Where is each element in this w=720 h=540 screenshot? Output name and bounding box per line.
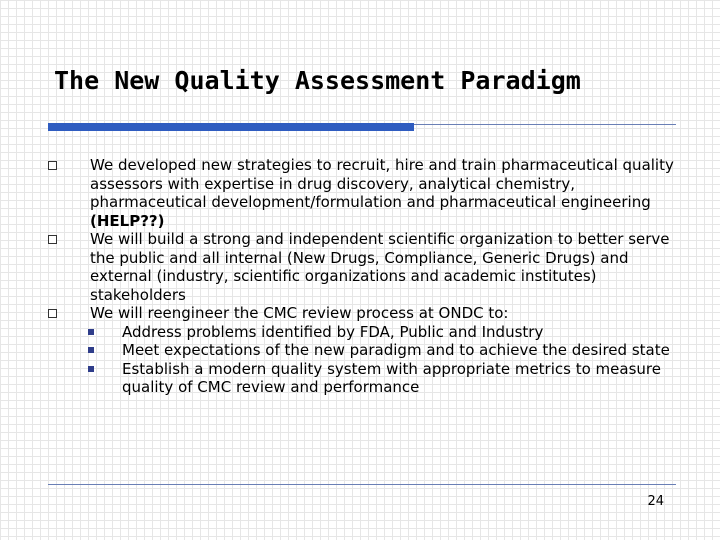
sub-bullet-item [48,360,688,397]
filled-square-bullet-icon [88,366,94,372]
bullet-text: We will reengineer the CMC review process at ONDC to: [90,304,509,322]
title-rule-line [414,124,676,125]
title-accent-bar [48,123,414,131]
hollow-square-bullet-icon [48,235,57,244]
footer-rule-line [48,484,676,485]
sub-bullet-text: Establish a modern quality system with appropriate metrics to measure quality of CMC review and performance [122,359,661,396]
bullet-bold-suffix: (HELP??) [90,211,165,230]
hollow-square-bullet-icon [48,161,57,170]
sub-bullet-item [48,323,688,342]
slide-body [48,156,688,397]
bullet-item [48,230,688,304]
bullet-item [48,304,688,323]
bullet-text: We will build a strong and independent scientific organization to better serve the public and all internal (New Drugs, Compliance, Generic Drugs) and external (industry, scientific organizations and academic institutes) stakeholders [90,230,670,304]
slide-title: The New Quality Assessment Paradigm [54,66,581,95]
bullet-item [48,156,688,230]
filled-square-bullet-icon [88,329,94,335]
sub-bullet-text: Meet expectations of the new paradigm and to achieve the desired state [122,341,670,359]
bullet-text: We developed new strategies to recruit, hire and train pharmaceutical quality assessors with expertise in drug discovery, analytical chemistry, pharmaceutical development/formulation and pharmaceutical engineering [90,156,674,211]
filled-square-bullet-icon [88,347,94,353]
page-number: 24 [647,494,664,509]
sub-bullet-text: Address problems identified by FDA, Public and Industry [122,322,544,341]
hollow-square-bullet-icon [48,309,57,318]
sub-bullet-item [48,341,688,360]
